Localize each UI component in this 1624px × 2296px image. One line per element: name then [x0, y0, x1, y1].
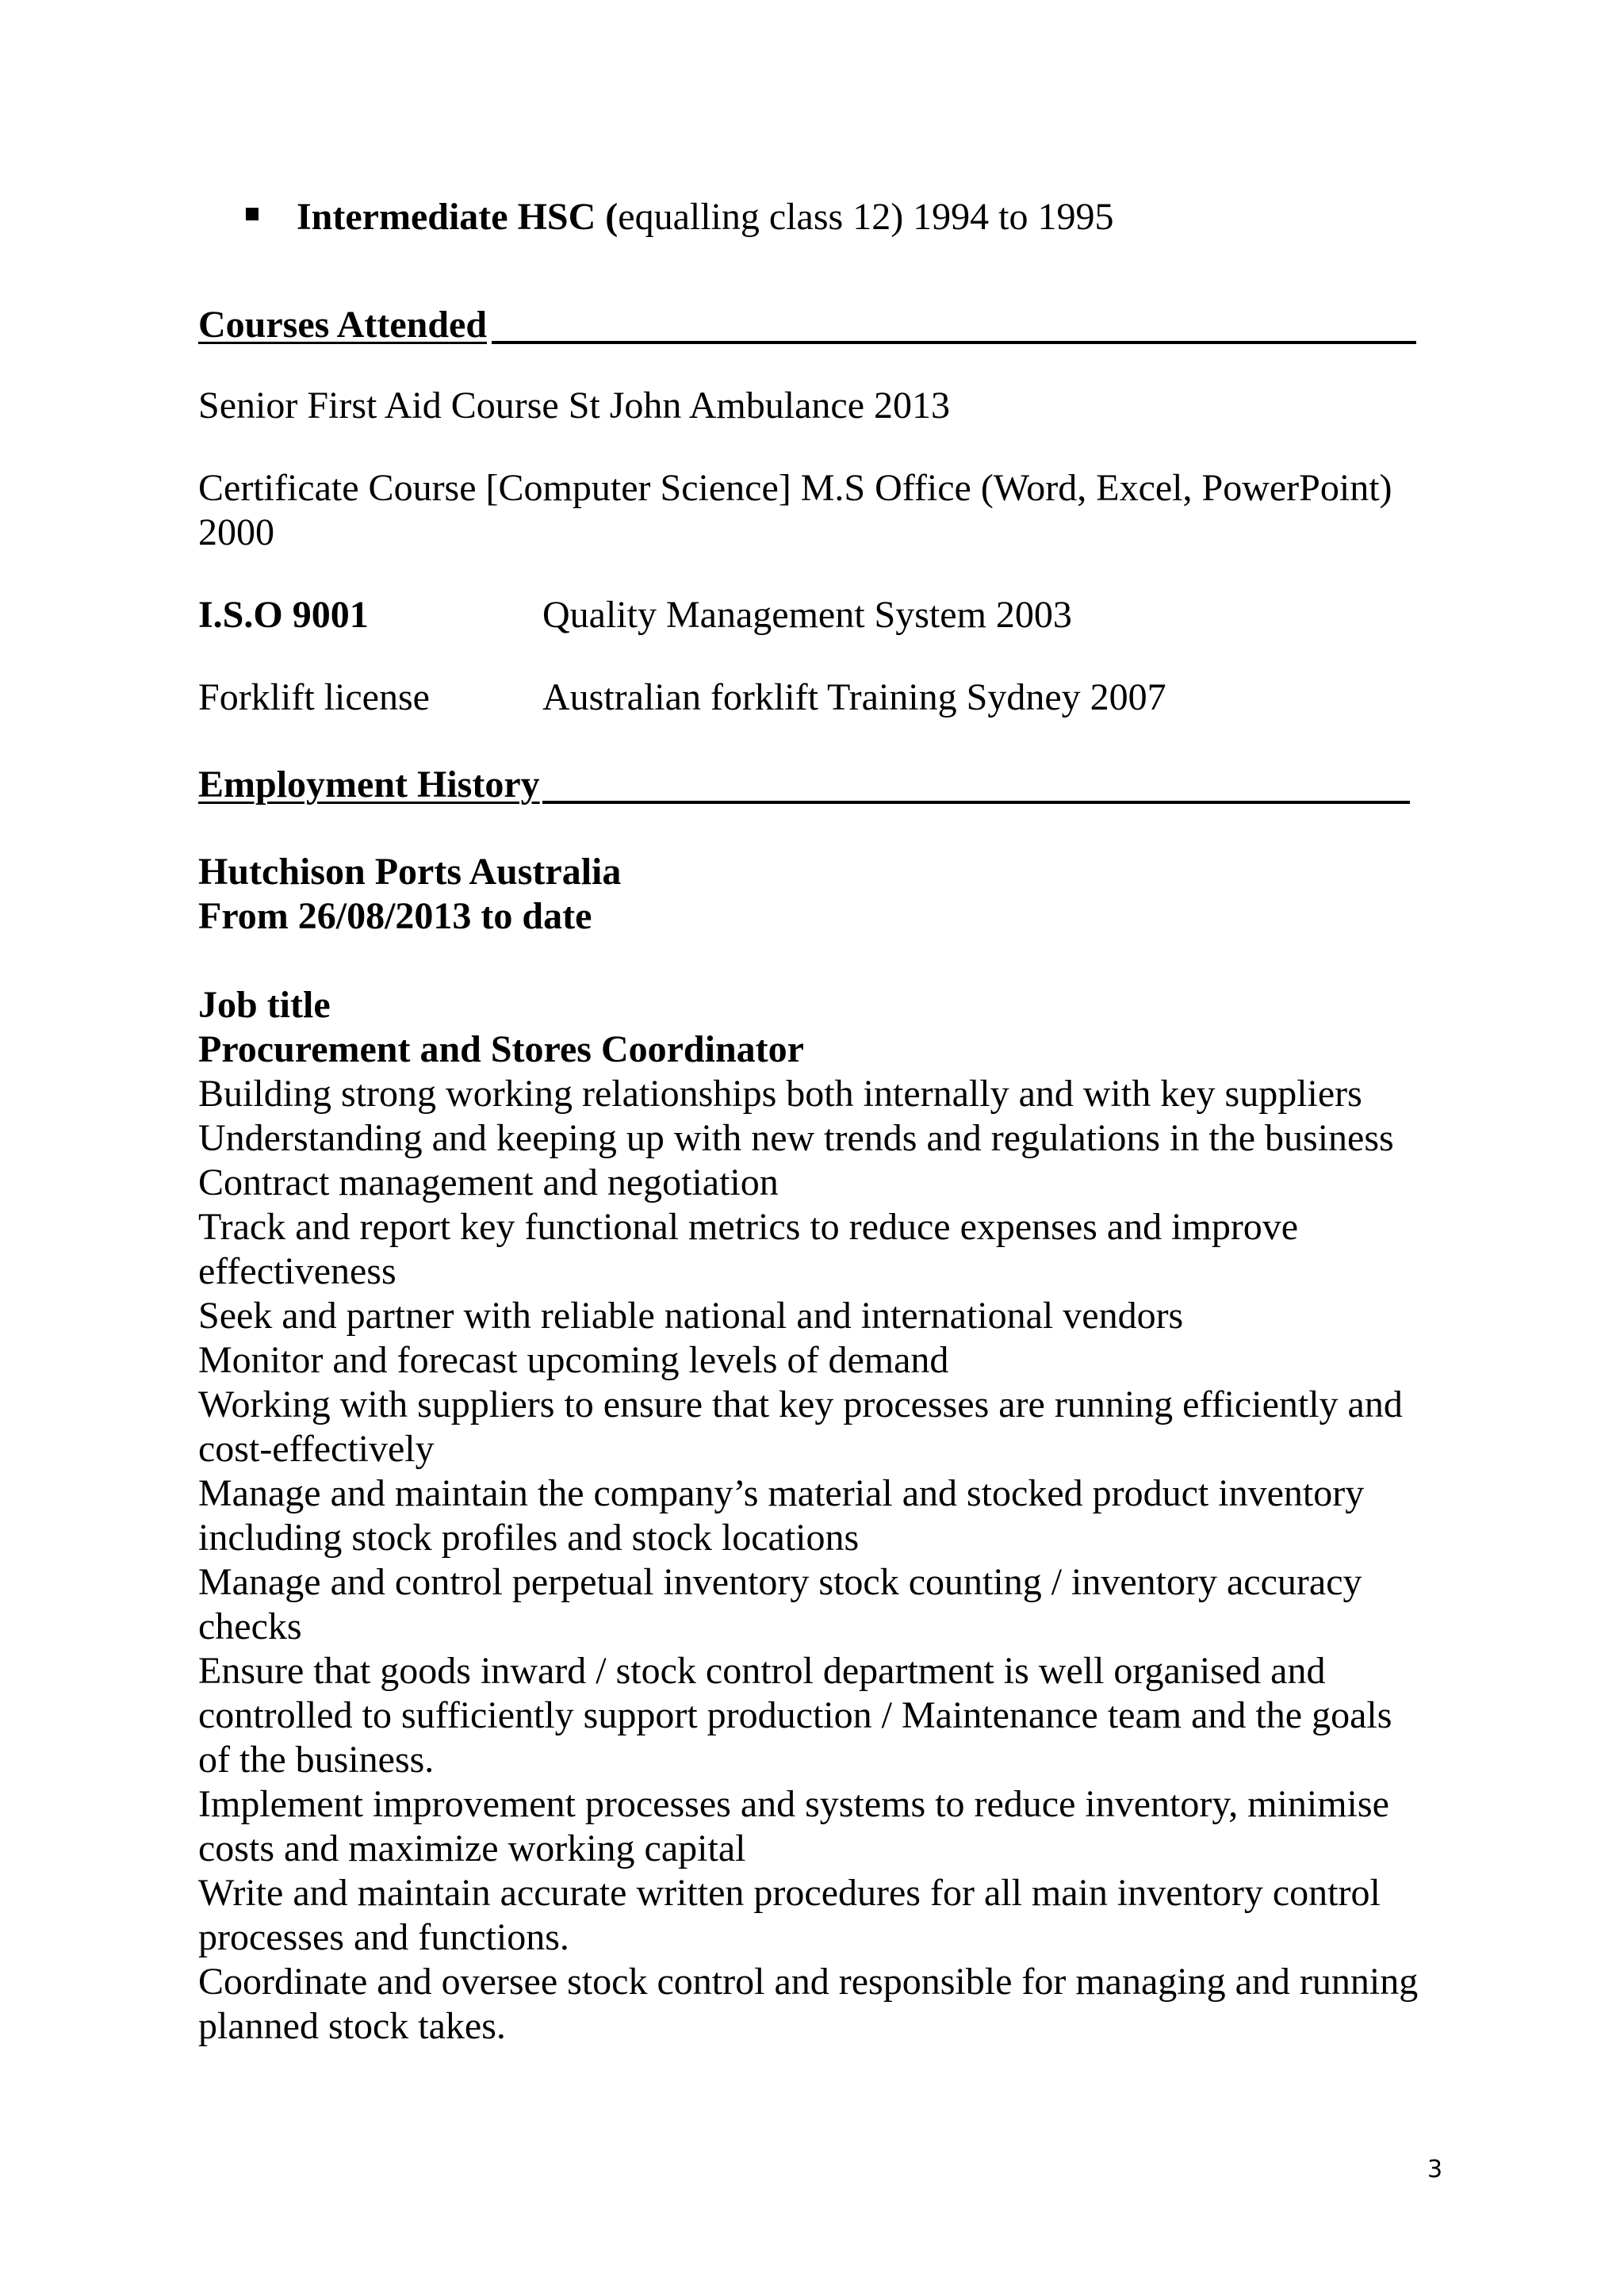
course-computer-line1: Certificate Course [Computer Science] M.S Office (Word, Excel, PowerPoint)	[198, 467, 1392, 509]
bullet-marker	[246, 208, 259, 220]
education-item	[297, 195, 1114, 239]
duty-line: Ensure that goods inward / stock control department is well organised and	[198, 1650, 1326, 1692]
courses-heading: Courses Attended	[198, 304, 488, 346]
duty-line: Manage and maintain the company’s material and stocked product inventory	[198, 1472, 1365, 1514]
duty-line: including stock profiles and stock locations	[198, 1517, 860, 1559]
course-computer-line2: 2000	[198, 511, 274, 553]
duty-line: Contract management and negotiation	[198, 1161, 779, 1203]
course-iso-value: Quality Management System 2003	[542, 594, 1072, 636]
education-item-title: Intermediate HSC (	[297, 196, 619, 238]
duty-line: processes and functions.	[198, 1916, 569, 1958]
duty-line: costs and maximize working capital	[198, 1827, 746, 1869]
course-forklift-label: Forklift license	[198, 676, 430, 718]
duty-line: Implement improvement processes and systems to reduce inventory, minimise	[198, 1783, 1389, 1825]
duty-line: cost-effectively	[198, 1428, 435, 1470]
duty-line: Seek and partner with reliable national and international vendors	[198, 1295, 1184, 1337]
job-title-label: Job title	[198, 984, 331, 1026]
duty-line: Track and report key functional metrics to reduce expenses and improve	[198, 1206, 1299, 1248]
duty-line: planned stock takes.	[198, 2005, 506, 2047]
course-iso-label: I.S.O 9001	[198, 594, 369, 636]
job-title: Procurement and Stores Coordinator	[198, 1028, 804, 1070]
course-first-aid: Senior First Aid Course St John Ambulance 2013	[198, 385, 950, 427]
employment-period: From 26/08/2013 to date	[198, 895, 592, 937]
duty-line: controlled to sufficiently support production / Maintenance team and the goals	[198, 1694, 1392, 1736]
employer-name: Hutchison Ports Australia	[198, 851, 622, 893]
duty-line: Understanding and keeping up with new trends and regulations in the business	[198, 1117, 1394, 1159]
courses-heading-rule	[492, 341, 1416, 344]
duty-line: Write and maintain accurate written procedures for all main inventory control	[198, 1872, 1381, 1914]
duty-line: Building strong working relationships both internally and with key suppliers	[198, 1073, 1362, 1115]
duty-line: Working with suppliers to ensure that key processes are running efficiently and	[198, 1383, 1403, 1425]
duty-line: Coordinate and oversee stock control and responsible for managing and running	[198, 1961, 1419, 2003]
duty-line: Manage and control perpetual inventory stock counting / inventory accuracy	[198, 1561, 1362, 1603]
course-forklift-value: Australian forklift Training Sydney 2007	[542, 676, 1166, 718]
page-number: 3	[1427, 2156, 1443, 2183]
education-item-detail: equalling class 12) 1994 to 1995	[618, 196, 1114, 238]
employment-heading: Employment History	[198, 763, 540, 806]
duty-line: Monitor and forecast upcoming levels of demand	[198, 1339, 949, 1381]
duty-line: checks	[198, 1605, 302, 1647]
duty-line: of the business.	[198, 1739, 435, 1781]
duty-line: effectiveness	[198, 1250, 396, 1292]
employment-heading-rule	[542, 801, 1410, 804]
